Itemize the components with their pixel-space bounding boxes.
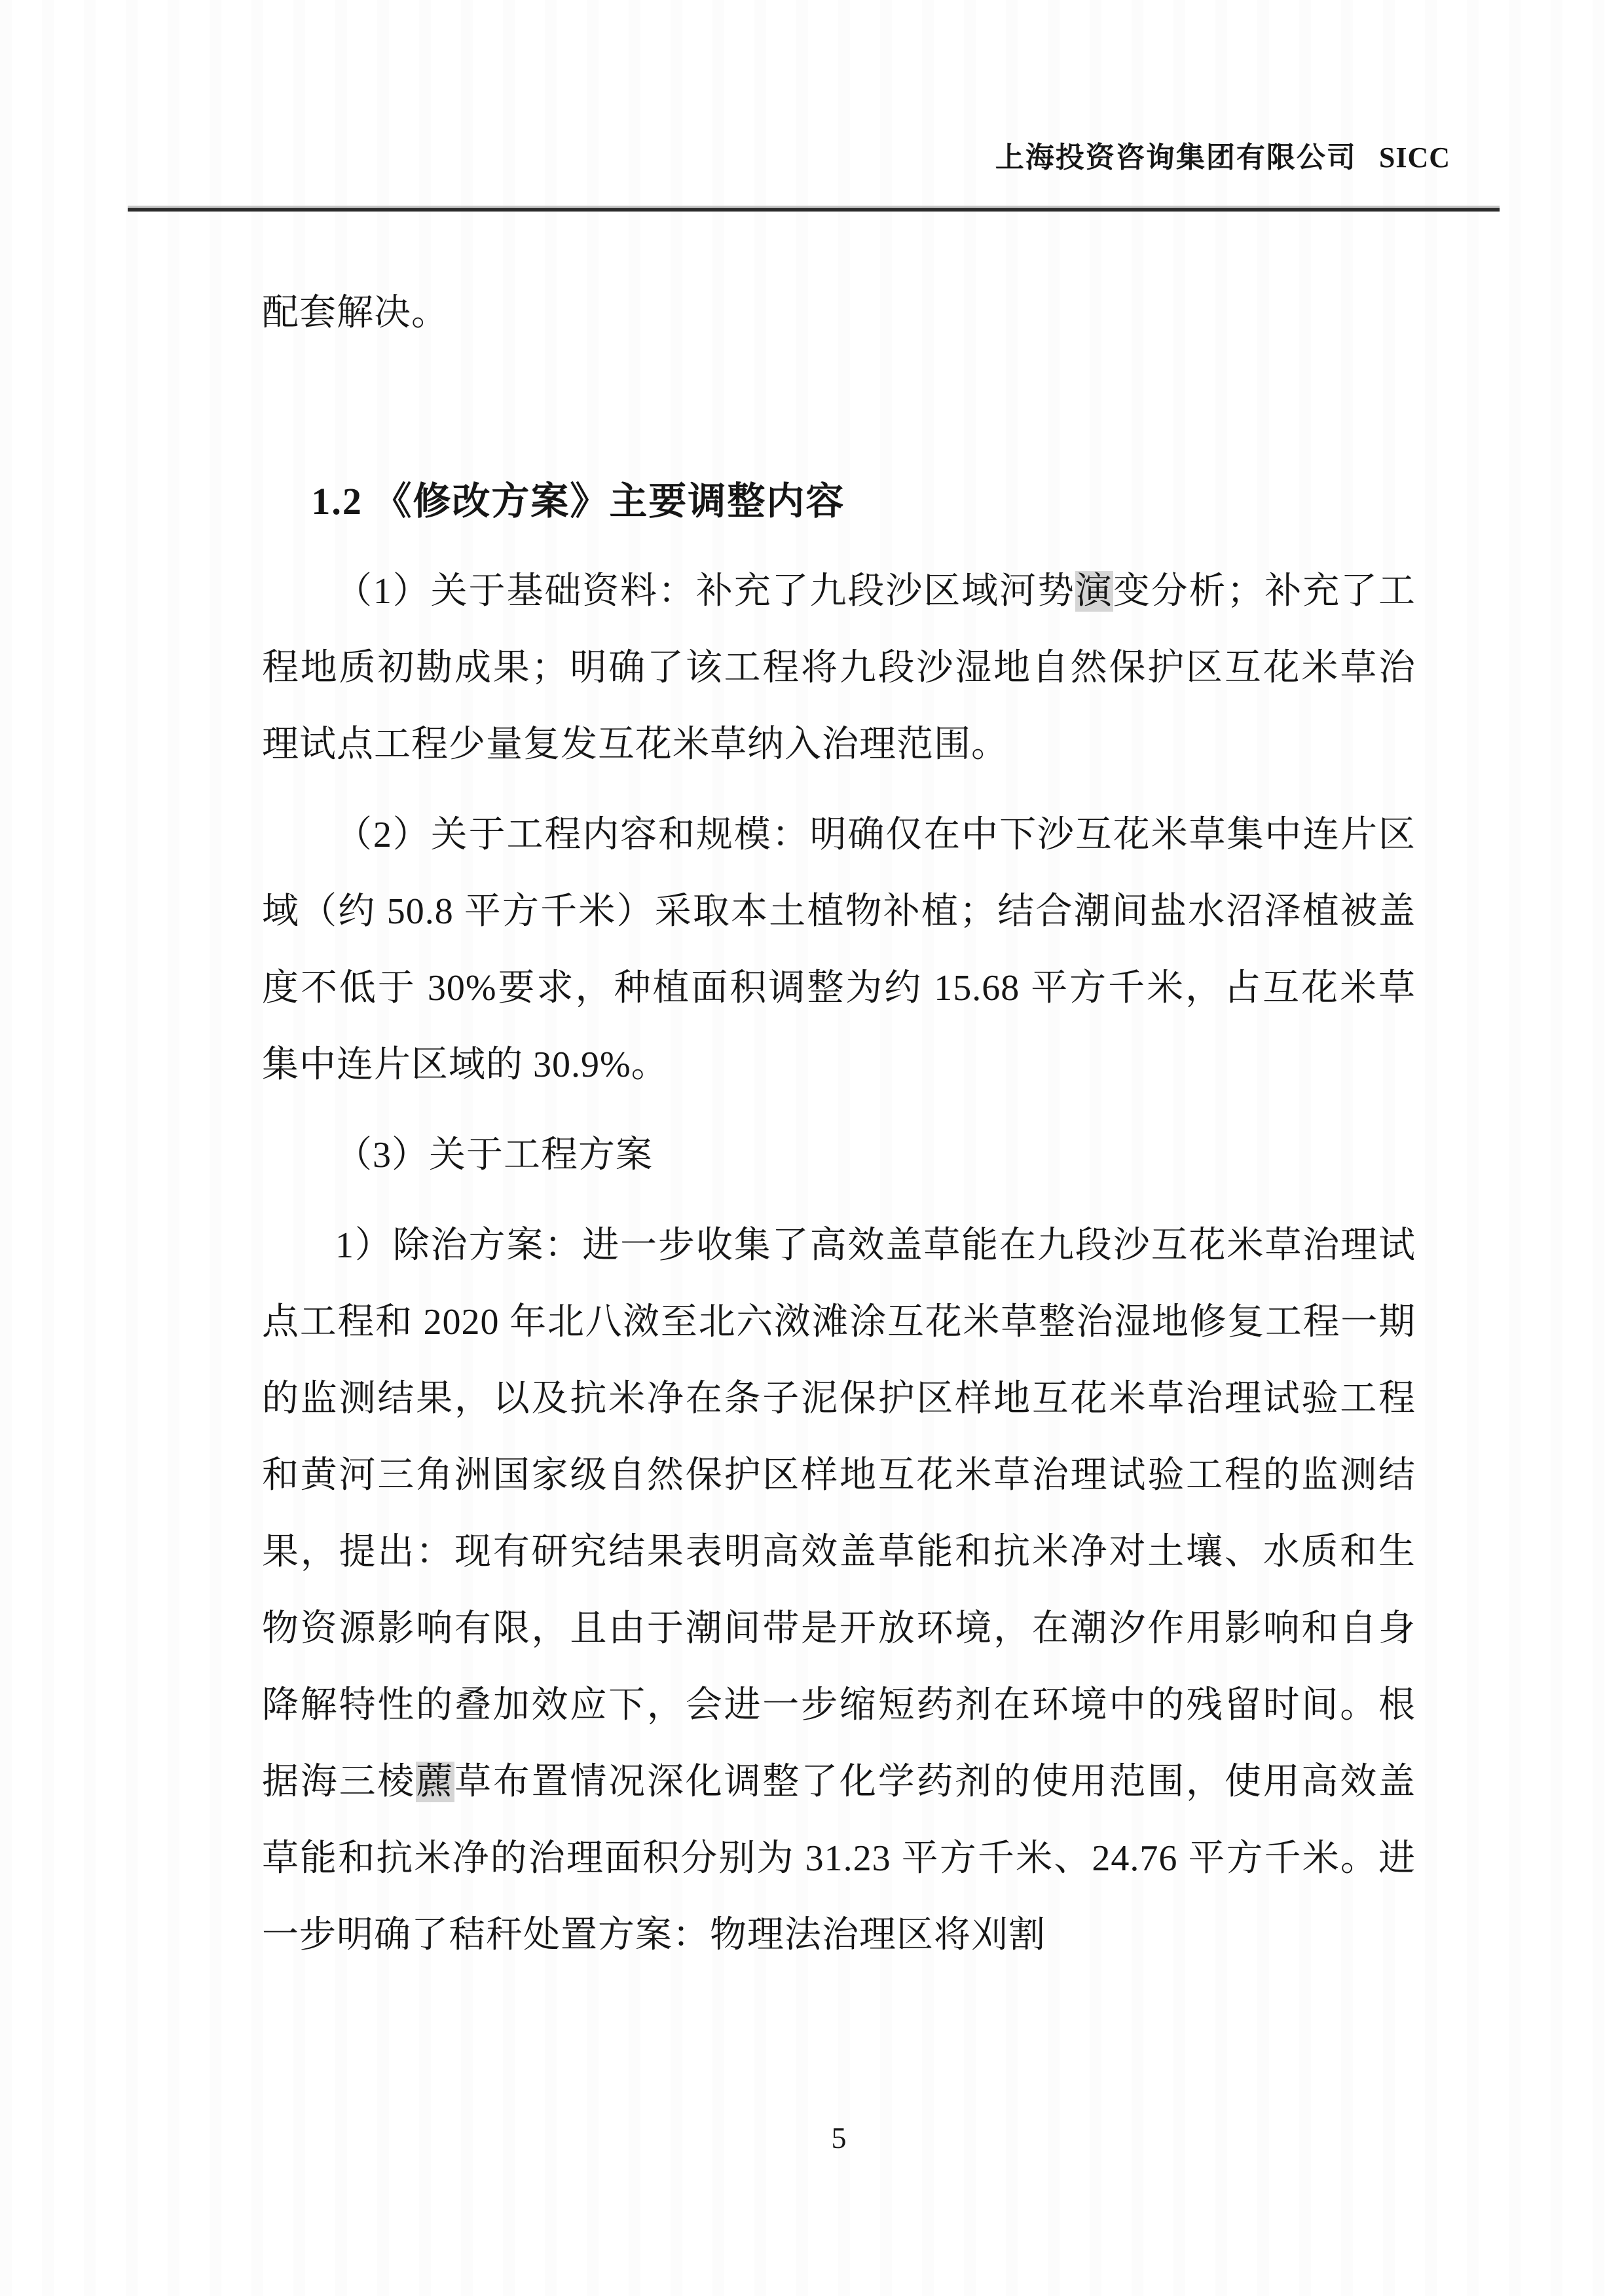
highlighted-character: 演 <box>1075 571 1113 612</box>
header-divider <box>128 206 1500 212</box>
highlighted-character: 藨 <box>416 1762 454 1802</box>
paragraph: （3）关于工程方案 <box>335 1135 653 1176</box>
section-heading: 1.2 《修改方案》主要调整内容 <box>311 480 845 523</box>
paragraph: （2）关于工程内容和规模：明确仅在中下沙互花米草集中连片区域（约 50.8 平方千米）采取本土植物补植；结合潮间盐水沼泽植被盖度不低于 30%要求，种植面积调整为约 15.68 平方千米，占互花米草集中连片区域的 30.9%。 <box>262 815 1416 1085</box>
document-body <box>262 275 1416 1974</box>
paragraph: （1）关于基础资料：补充了九段沙区域河势演变分析；补充了工程地质初勘成果；明确了该工程将九段沙湿地自然保护区互花米草治理试点工程少量复发互花米草纳入治理范围。 <box>262 571 1416 765</box>
page-header <box>128 134 1500 176</box>
company-abbreviation: SICC <box>1378 141 1450 174</box>
company-name: 上海投资咨询集团有限公司 <box>995 141 1357 174</box>
page-number: 5 <box>831 2121 847 2155</box>
paragraph: 1）除治方案：进一步收集了高效盖草能在九段沙互花米草治理试点工程和 2020 年北八滧至北六滧滩涂互花米草整治湿地修复工程一期的监测结果，以及抗米净在条子泥保护区样地互花米草治理试验工程和黄河三角洲国家级自然保护区样地互花米草治理试验工程的监测结果，提出：现有研究结果表明高效盖草能和抗米净对土壤、水质和生物资源影响有限，且由于潮间带是开放环境，在潮汐作用影响和自身降解特性的叠加效应下，会进一步缩短药剂在环境中的残留时间。根据海三棱藨草布置情况深化调整了化学药剂的使用范围，使用高效盖草能和抗米净的治理面积分别为 31.23 平方千米、24.76 平方千米。进一步明确了秸秆处置方案：物理法治理区将刈割 <box>262 1225 1416 1955</box>
paragraphs <box>262 553 1416 1974</box>
intro-paragraph: 配套解决。 <box>262 293 449 333</box>
header-divider-line <box>128 208 1500 212</box>
